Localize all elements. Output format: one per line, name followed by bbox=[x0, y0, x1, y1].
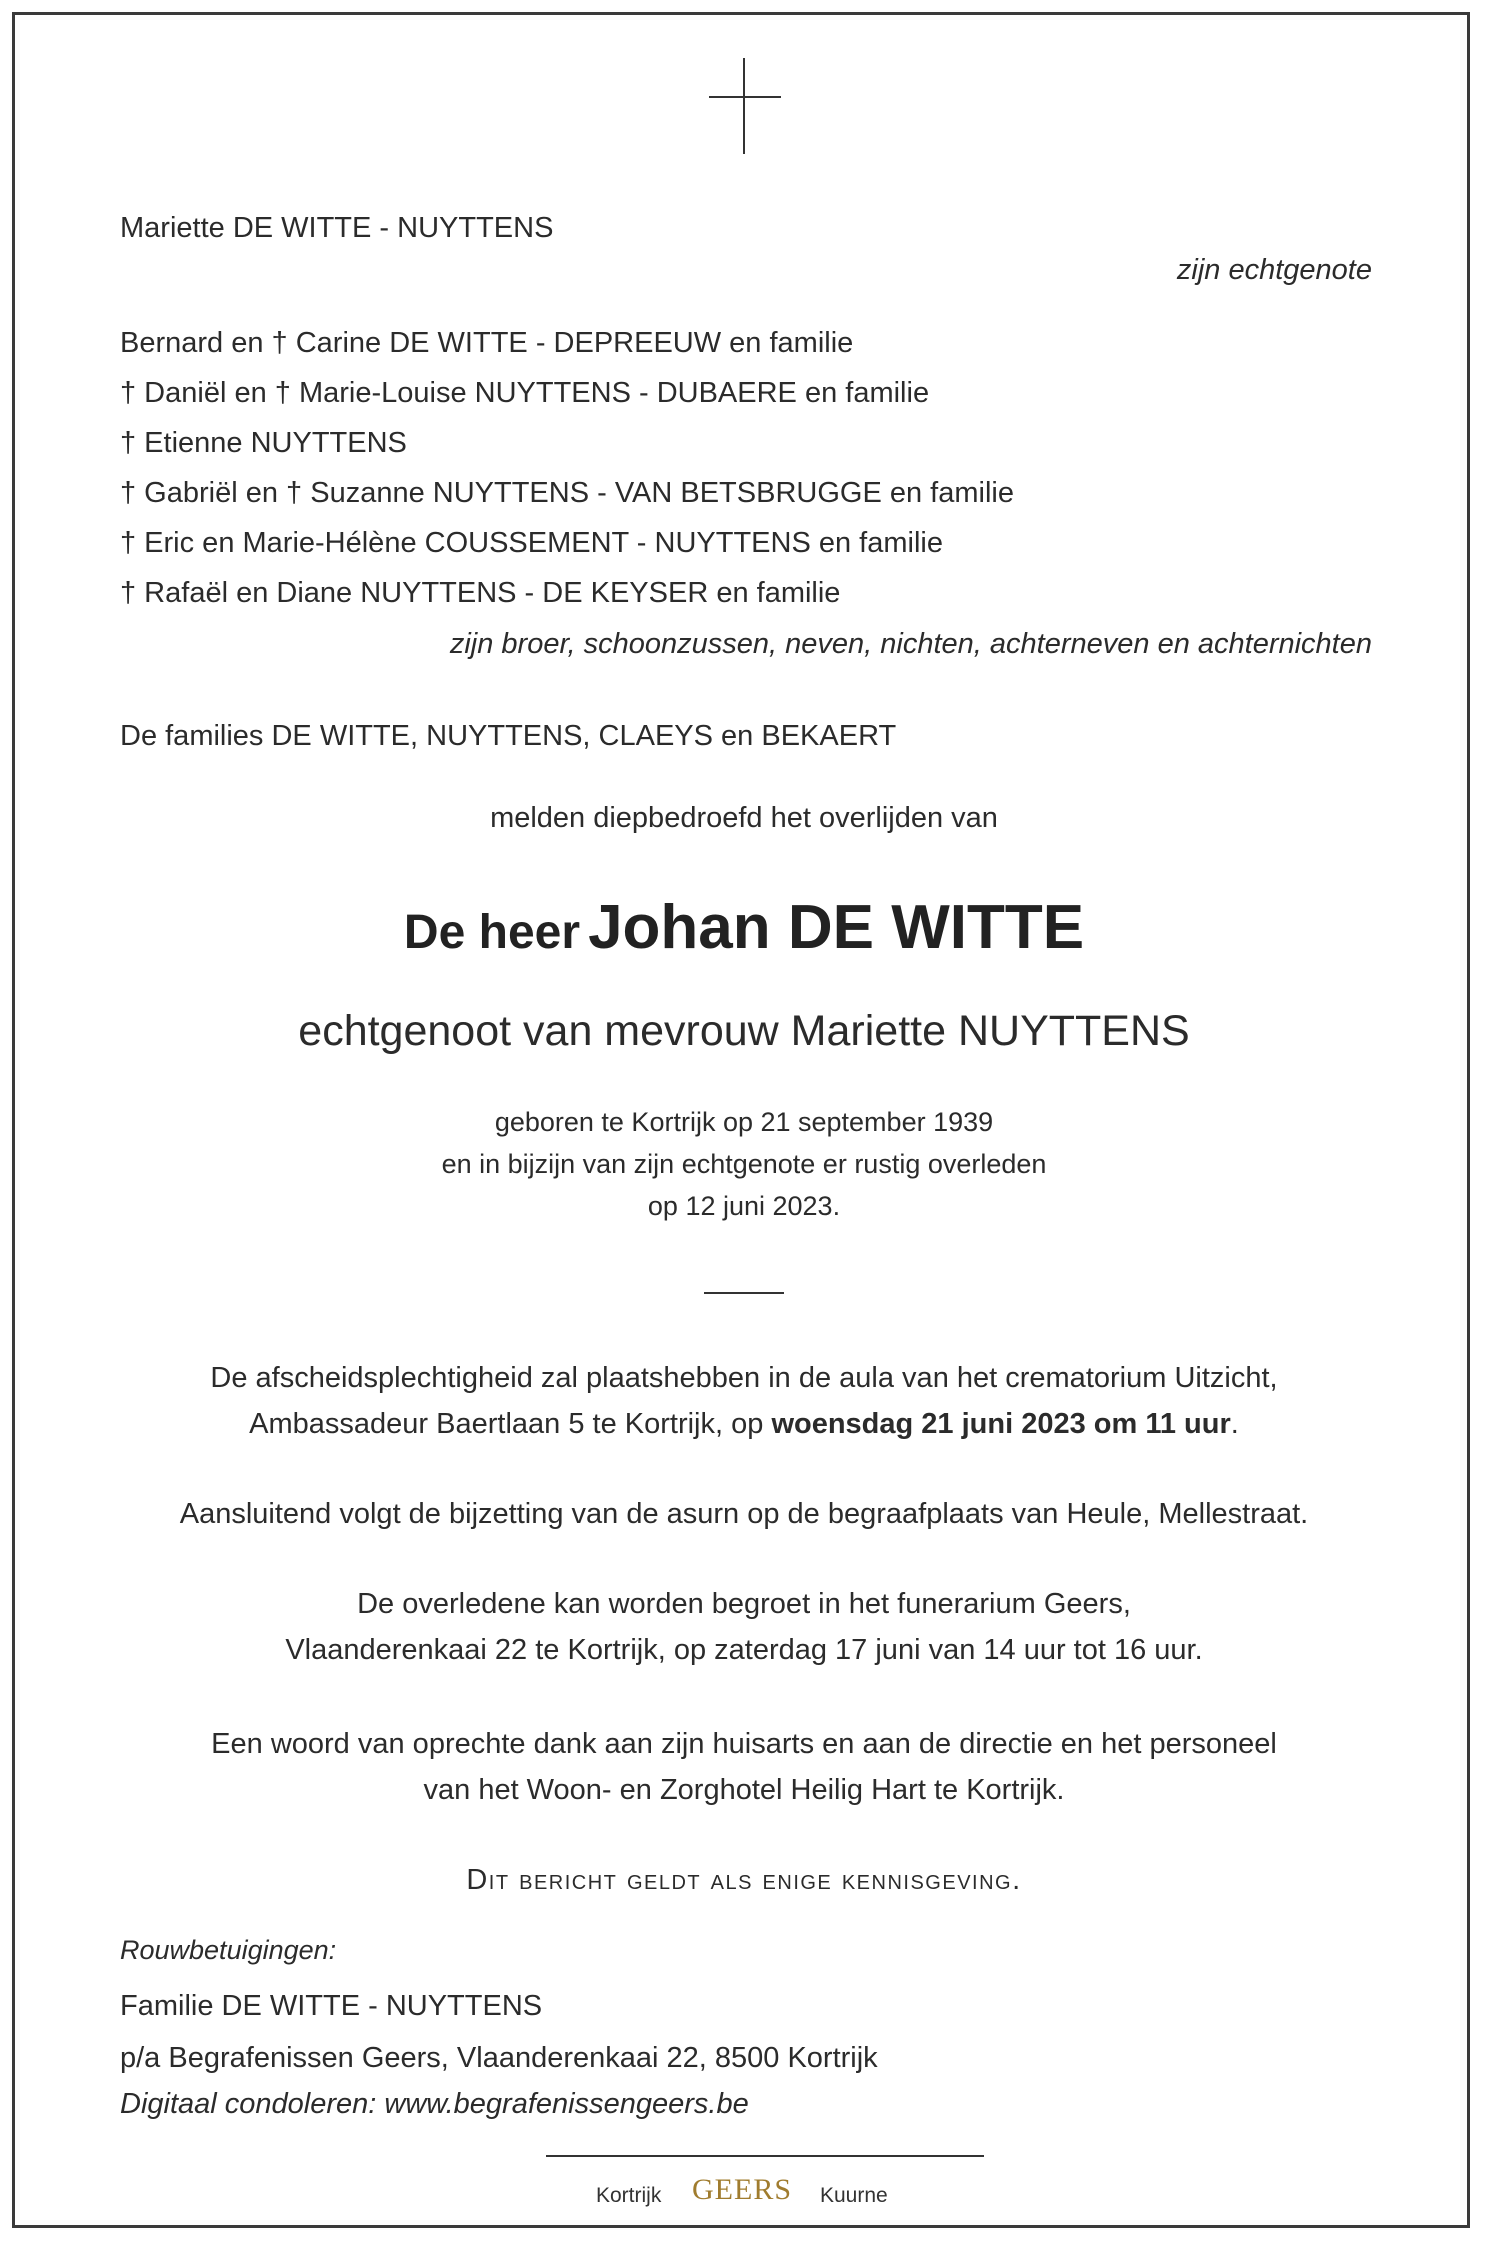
family-line: † Gabriël en † Suzanne NUYTTENS - VAN BETSBRUGGE en familie bbox=[120, 477, 1014, 509]
footer-rule bbox=[546, 2155, 984, 2157]
widow-name: Mariette DE WITTE - NUYTTENS bbox=[120, 212, 554, 244]
family-line: † Etienne NUYTTENS bbox=[120, 427, 407, 459]
viewing-line: Vlaanderenkaai 22 te Kortrijk, op zaterdag 17 juni van 14 uur tot 16 uur. bbox=[285, 1634, 1203, 1666]
condolences-address: p/a Begrafenissen Geers, Vlaanderenkaai 22, 8500 Kortrijk bbox=[120, 2042, 878, 2074]
families-line: De families DE WITTE, NUYTTENS, CLAEYS en BEKAERT bbox=[120, 720, 897, 752]
brand-logo: GEERS bbox=[692, 2173, 793, 2206]
deceased-name: Johan DE WITTE bbox=[588, 893, 1085, 962]
life-line: op 12 juni 2023. bbox=[647, 1191, 841, 1221]
widow-relation: zijn echtgenote bbox=[1176, 254, 1372, 286]
divider bbox=[704, 1292, 784, 1294]
announcement: melden diepbedroefd het overlijden van bbox=[490, 802, 998, 834]
family-line: † Rafaël en Diane NUYTTENS - DE KEYSER en familie bbox=[120, 577, 841, 609]
burial-line: Aansluitend volgt de bijzetting van de asurn op de begraafplaats van Heule, Mellestraat. bbox=[179, 1498, 1309, 1530]
ceremony-line: Ambassadeur Baertlaan 5 te Kortrijk, op woensdag 21 juni 2023 om 11 uur. bbox=[249, 1408, 1239, 1440]
thanks-line: Een woord van oprechte dank aan zijn huisarts en aan de directie en het personeel bbox=[211, 1728, 1277, 1760]
condolences-name: Familie DE WITTE - NUYTTENS bbox=[120, 1990, 543, 2022]
life-line: en in bijzijn van zijn echtgenote er rustig overleden bbox=[441, 1149, 1047, 1179]
deceased-title bbox=[0, 892, 1488, 975]
title-prefix: De heer bbox=[403, 906, 581, 959]
thanks-line: van het Woon- en Zorghotel Heilig Hart te Kortrijk. bbox=[423, 1774, 1065, 1806]
family-relation: zijn broer, schoonzussen, neven, nichten, achterneven en achternichten bbox=[449, 628, 1372, 660]
cross-icon bbox=[709, 58, 781, 154]
family-line: † Eric en Marie-Hélène COUSSEMENT - NUYTTENS en familie bbox=[120, 527, 943, 559]
footer-right: Kuurne bbox=[820, 2184, 888, 2207]
footer-left: Kortrijk bbox=[596, 2184, 662, 2207]
spouse-line: echtgenoot van mevrouw Mariette NUYTTENS bbox=[298, 1007, 1190, 1055]
notice: Dit bericht geldt als enige kennisgeving. bbox=[466, 1864, 1022, 1896]
condolences-digital: Digitaal condoleren: www.begrafenissengeers.be bbox=[120, 2088, 749, 2120]
family-line: Bernard en † Carine DE WITTE - DEPREEUW en familie bbox=[120, 327, 854, 359]
ceremony-date: woensdag 21 juni 2023 om 11 uur bbox=[771, 1408, 1231, 1440]
life-line: geboren te Kortrijk op 21 september 1939 bbox=[494, 1107, 994, 1137]
condolences-heading: Rouwbetuigingen: bbox=[120, 1935, 337, 1965]
ceremony-line: De afscheidsplechtigheid zal plaatshebben in de aula van het crematorium Uitzicht, bbox=[210, 1362, 1278, 1394]
viewing-line: De overledene kan worden begroet in het funerarium Geers, bbox=[357, 1588, 1131, 1620]
family-line: † Daniël en † Marie-Louise NUYTTENS - DUBAERE en familie bbox=[120, 377, 930, 409]
